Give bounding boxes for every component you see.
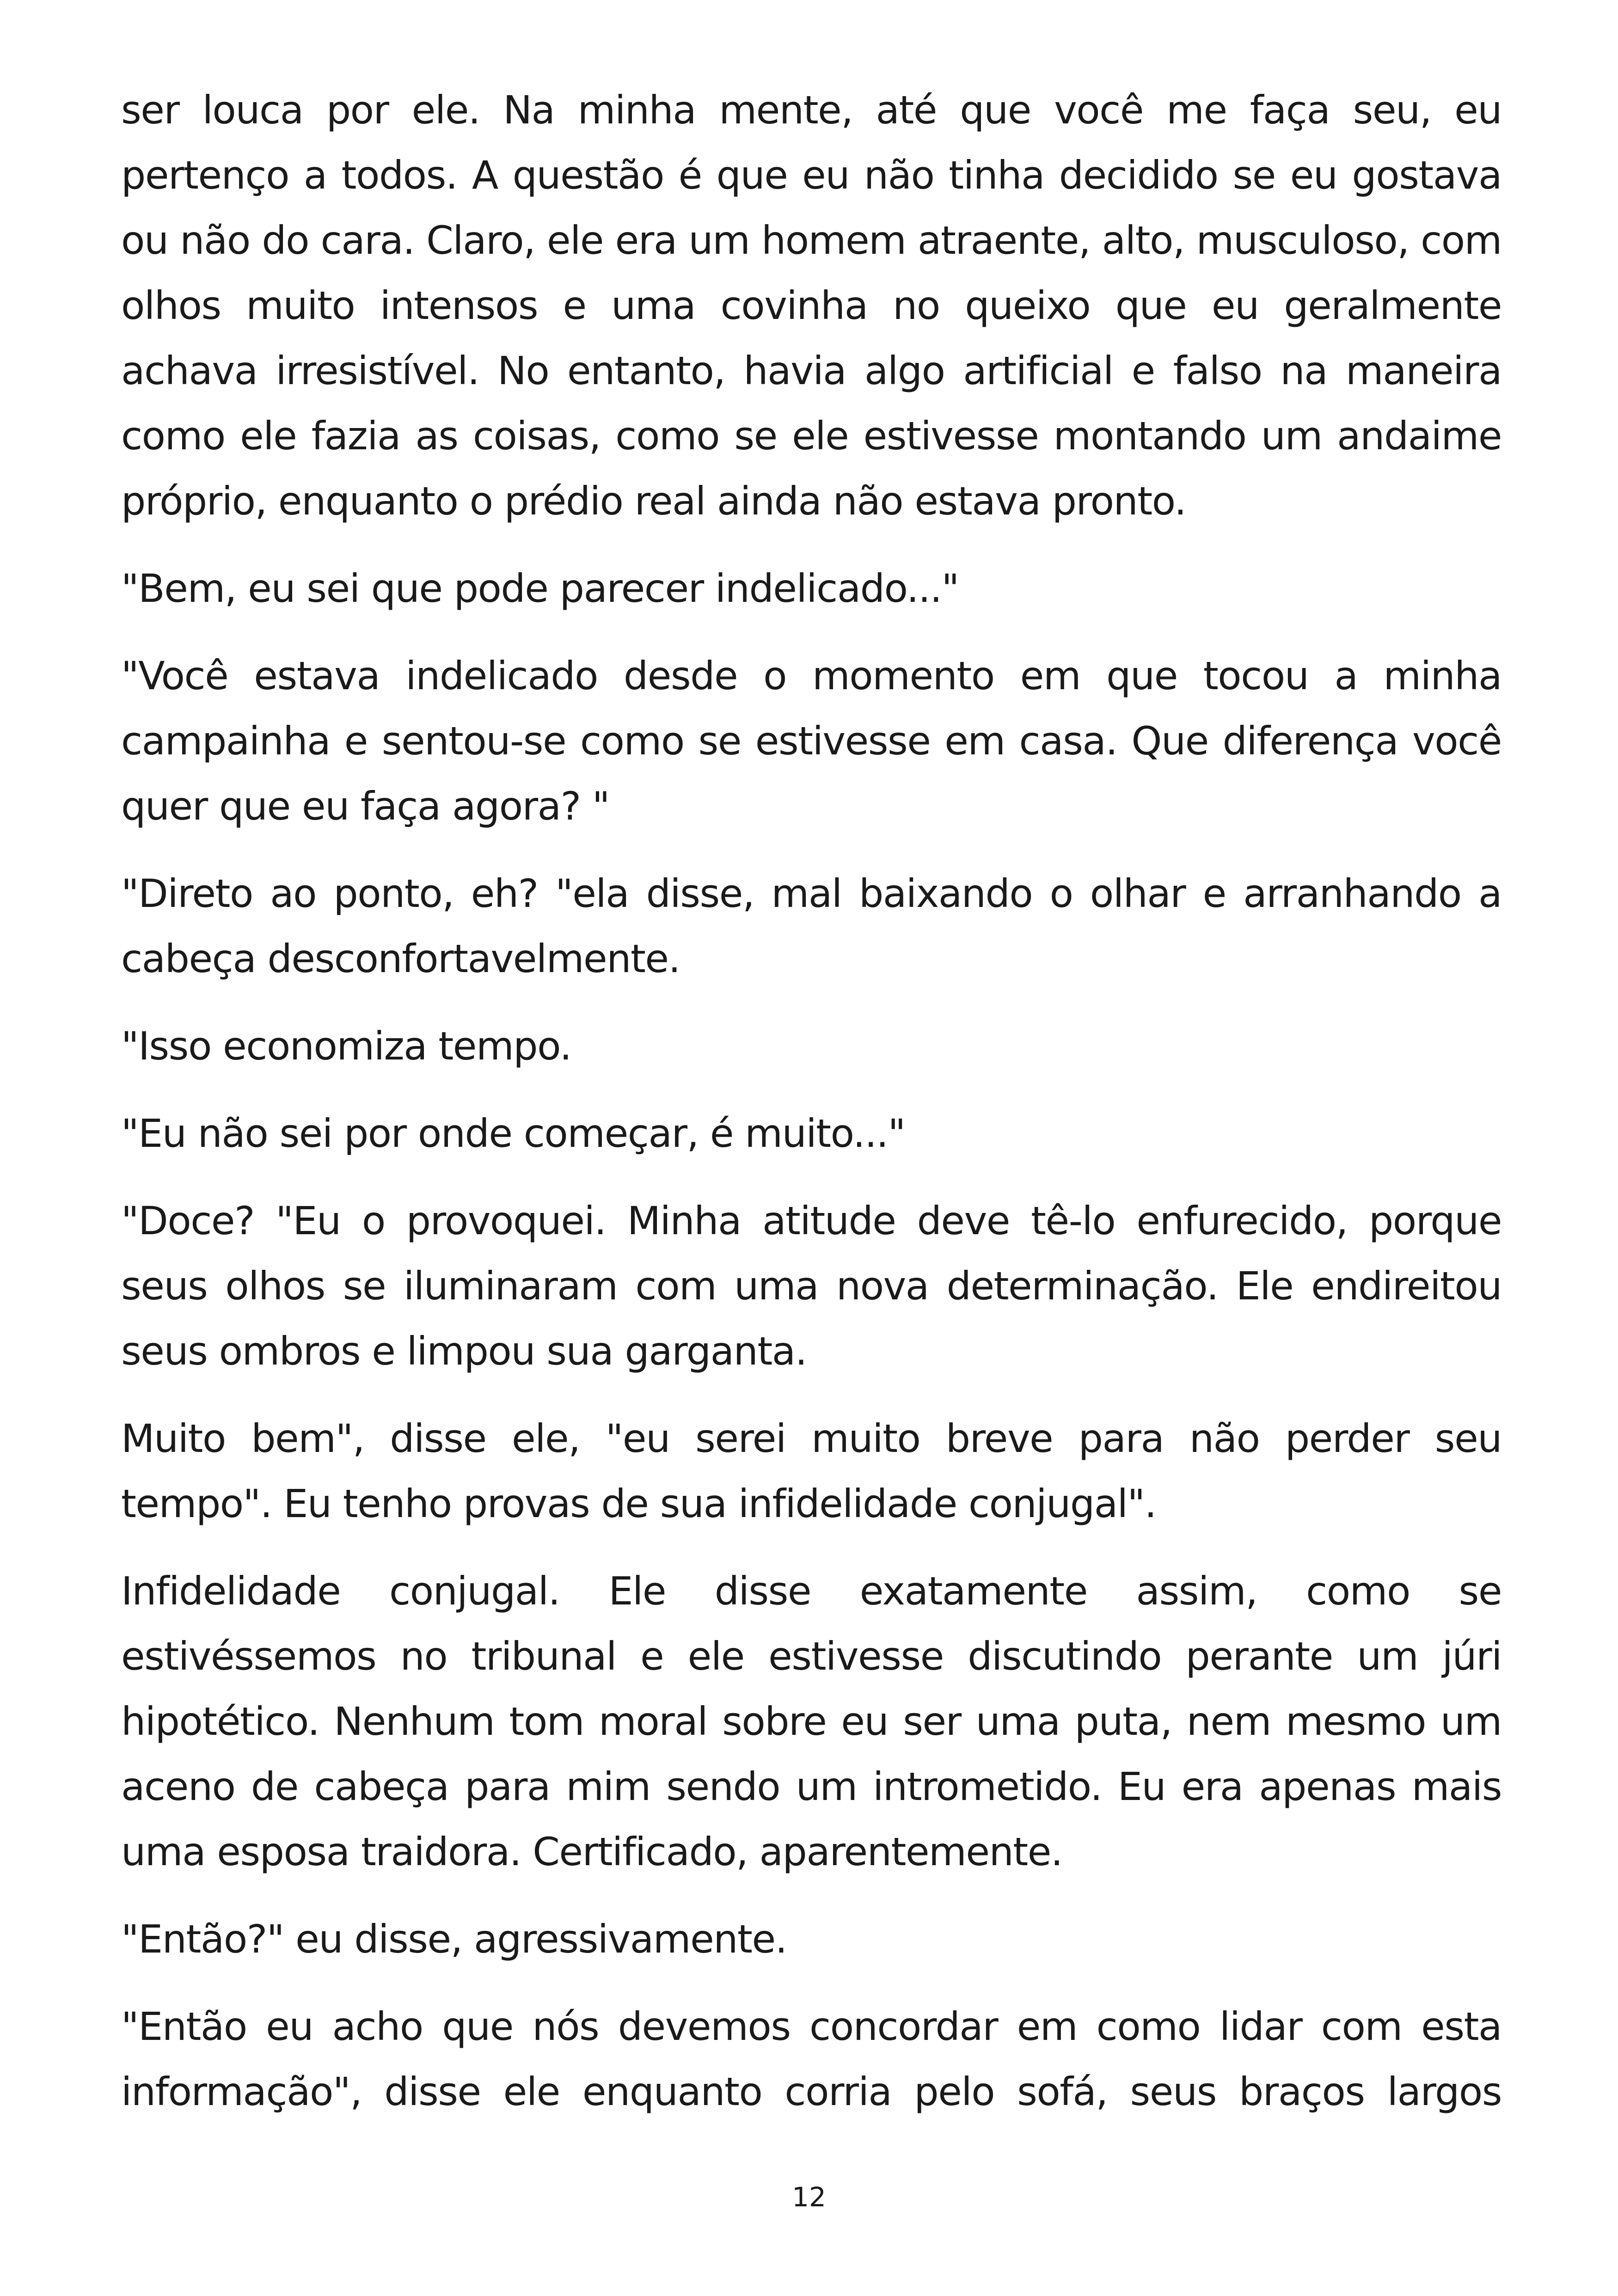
paragraph-continued: "Então eu acho que nós devemos concordar em como lidar com esta informação", disse ele enquanto corria pelo sofá, seus braços largos <box>121 2004 1502 2114</box>
paragraph: "Isso economiza tempo. <box>121 1023 571 1069</box>
paragraph: "Direto ao ponto, eh? "ela disse, mal baixando o olhar e arranhando a cabeça desconfortavelmente. <box>121 871 1502 981</box>
paragraph: ser louca por ele. Na minha mente, até que você me faça seu, eu pertenço a todos. A questão é que eu não tinha decidido se eu gostava ou não do cara. Claro, ele era um homem atraente, alto, musculoso, com olhos muito intensos e uma covinha no queixo que eu geralmente achava irresistível. No entanto, havia algo artificial e falso na maneira como ele fazia as coisas, como se ele estivesse montando um andaime próprio, enquanto o prédio real ainda não estava pronto. <box>121 87 1502 524</box>
paragraph: Muito bem", disse ele, "eu serei muito breve para não perder seu tempo". Eu tenho provas de sua infidelidade conjugal". <box>121 1416 1502 1526</box>
paragraph: "Bem, eu sei que pode parecer indelicado..." <box>121 566 959 611</box>
paragraph: "Então?" eu disse, agressivamente. <box>121 1916 787 1962</box>
paragraph: Infidelidade conjugal. Ele disse exatamente assim, como se estivéssemos no tribunal e ele estivesse discutindo perante um júri hipotético. Nenhum tom moral sobre eu ser uma puta, nem mesmo um aceno de cabeça para mim sendo um intrometido. Eu era apenas mais uma esposa traidora. Certificado, aparentemente. <box>121 1568 1502 1874</box>
paragraph: "Doce? "Eu o provoquei. Minha atitude deve tê-lo enfurecido, porque seus olhos se iluminaram com uma nova determinação. Ele endireitou seus ombros e limpou sua garganta. <box>121 1198 1502 1374</box>
page-body <box>121 78 1502 2147</box>
page-number: 12 <box>792 2181 826 2213</box>
paragraph: "Você estava indelicado desde o momento em que tocou a minha campainha e sentou-se como se estivesse em casa. Que diferença você quer que eu faça agora? " <box>121 653 1502 829</box>
paragraph: "Eu não sei por onde começar, é muito..." <box>121 1111 905 1156</box>
